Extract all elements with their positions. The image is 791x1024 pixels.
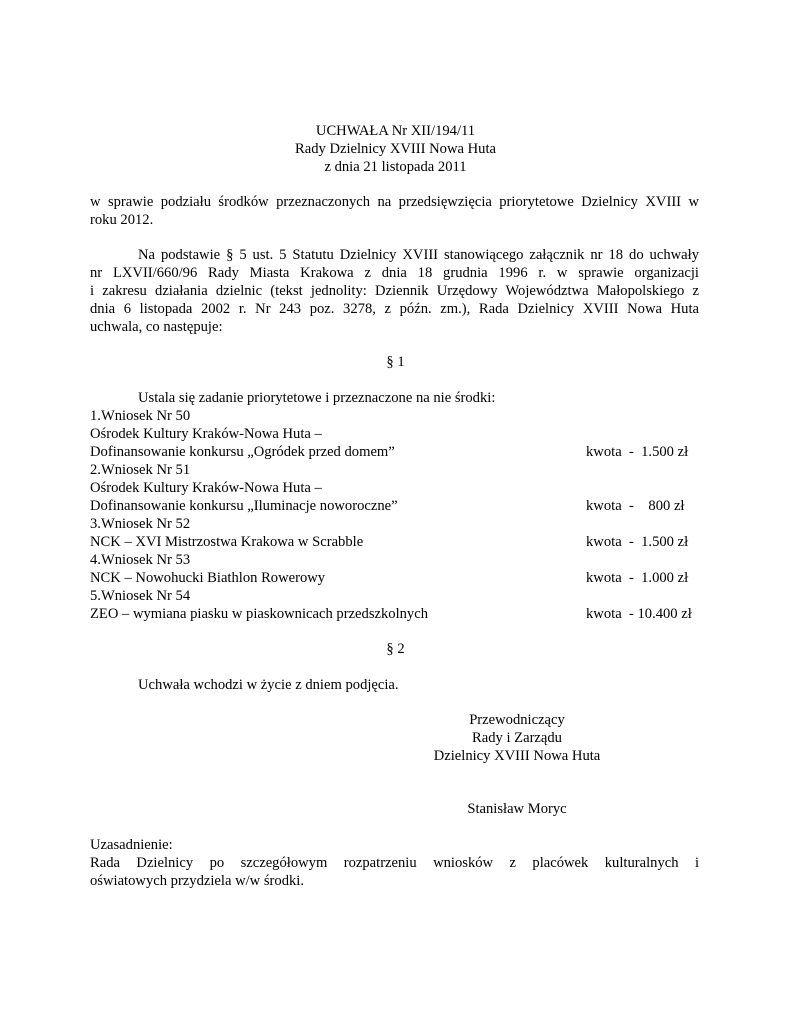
section-2-mark: § 2 — [386, 641, 405, 657]
resolution-council: Rady Dzielnicy XVIII Nowa Huta — [294, 141, 496, 157]
item-1-amount: kwota - 1.500 zł — [586, 444, 689, 460]
preamble-line-1: Na podstawie § 5 ust. 5 Statutu Dzielnicy XVIII stanowiącego załącznik nr 18 do uchwały — [138, 247, 699, 263]
item-1-task: Dofinansowanie konkursu „Ogródek przed domem” — [90, 444, 395, 460]
item-1-org: Ośrodek Kultury Kraków-Nowa Huta – — [90, 426, 322, 442]
preamble-line-4: dnia 6 listopada 2002 r. Nr 243 poz. 3278, z późn. zm.), Rada Dzielnicy XVIII Nowa Huta — [90, 301, 699, 317]
preamble-line-5: uchwala, co następuje: — [90, 319, 223, 335]
justification-line-1: Rada Dzielnicy po szczegółowym rozpatrzeniu wniosków z placówek kulturalnych i — [90, 855, 699, 871]
item-2-number: 2.Wniosek Nr 51 — [90, 462, 191, 478]
item-2-org: Ośrodek Kultury Kraków-Nowa Huta – — [90, 480, 322, 496]
item-5-number: 5.Wniosek Nr 54 — [90, 588, 191, 604]
subject-line-1: w sprawie podziału środków przeznaczonych na przedsięwzięcia priorytetowe Dzielnicy XVIII w — [90, 194, 699, 210]
signature-name: Stanisław Moryc — [467, 801, 567, 817]
justification-line-2: oświatowych przydziela w/w środki. — [90, 873, 304, 889]
signature-title-3: Dzielnicy XVIII Nowa Huta — [433, 748, 601, 764]
item-5-task: ZEO – wymiana piasku w piaskownicach przedszkolnych — [90, 606, 428, 622]
item-2-amount: kwota - 800 zł — [586, 498, 685, 514]
item-3-task: NCK – XVI Mistrzostwa Krakowa w Scrabble — [90, 534, 364, 550]
resolution-title: UCHWAŁA Nr XII/194/11 — [315, 123, 476, 139]
item-5-amount: kwota - 10.400 zł — [586, 606, 692, 622]
item-4-task: NCK – Nowohucki Biathlon Rowerowy — [90, 570, 326, 586]
section-1-intro: Ustala się zadanie priorytetowe i przeznaczone na nie środki: — [138, 390, 496, 406]
preamble-line-3: i zakresu działania dzielnic (tekst jednolity: Dziennik Urzędowy Województwa Małopolskiego z — [90, 283, 699, 299]
item-2-task: Dofinansowanie konkursu „Iluminacje noworoczne” — [90, 498, 398, 514]
item-4-amount: kwota - 1.000 zł — [586, 570, 689, 586]
preamble-line-2: nr LXVII/660/96 Rady Miasta Krakowa z dnia 18 grudnia 1996 r. w sprawie organizacji — [90, 265, 699, 281]
item-4-number: 4.Wniosek Nr 53 — [90, 552, 191, 568]
item-3-amount: kwota - 1.500 zł — [586, 534, 689, 550]
section-2-text: Uchwała wchodzi w życie z dniem podjęcia. — [138, 677, 399, 693]
section-1-mark: § 1 — [386, 354, 405, 370]
item-1-number: 1.Wniosek Nr 50 — [90, 408, 191, 424]
signature-title-1: Przewodniczący — [469, 712, 565, 728]
item-3-number: 3.Wniosek Nr 52 — [90, 516, 191, 532]
resolution-date: z dnia 21 listopada 2011 — [324, 159, 467, 175]
signature-title-2: Rady i Zarządu — [472, 730, 562, 746]
subject-line-2: roku 2012. — [90, 212, 154, 228]
justification-heading: Uzasadnienie: — [90, 837, 173, 853]
